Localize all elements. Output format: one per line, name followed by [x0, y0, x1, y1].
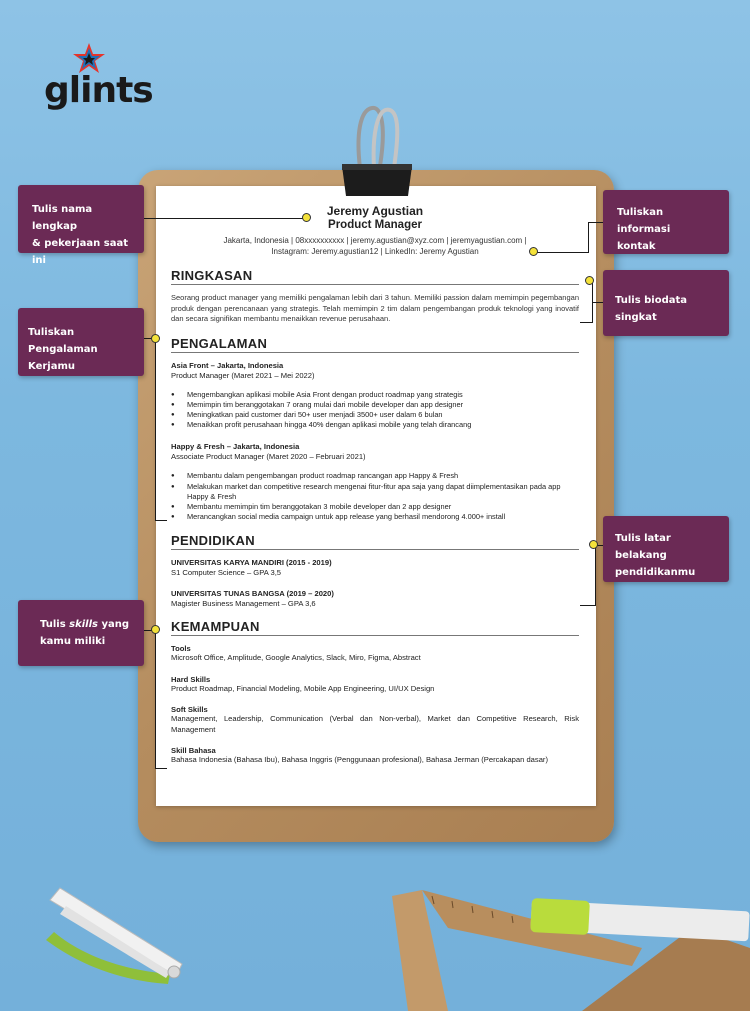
callout-contact — [603, 190, 729, 254]
list-item: ● Mengembangkan aplikasi mobile Asia Front dengan product roadmap yang strategis — [171, 390, 579, 400]
callout-summary — [603, 270, 729, 336]
summary-text: Seorang product manager yang memiliki pengalaman lebih dari 3 tahun. Memiliki passion dalam memimpin pegembangan produk dengan perencanaan yang strategis. Telah memimpin 2 tim dalam pengembangan produk teknologi yang inovatif dan secara signifikan membantu menaikkan revenue perusahaan. — [171, 293, 579, 323]
connector-dot — [302, 213, 311, 222]
logo-wordmark: glints — [44, 70, 153, 111]
resume-name: Jeremy Agustian — [326, 204, 424, 218]
connector-line — [534, 252, 589, 253]
job-role: Associate Product Manager (Maret 2020 – Februari 2021) — [171, 452, 366, 462]
skill-group-title: Skill Bahasa — [171, 746, 216, 756]
connector-dot — [151, 625, 160, 634]
list-item: ● Membantu memimpin tim beranggotakan 3 mobile developer dan 2 app designer — [171, 502, 579, 512]
list-item: ● Meningkatkan paid customer dari 50+ user menjadi 3500+ user dalam 6 bulan — [171, 410, 579, 420]
job-org: Happy & Fresh – Jakarta, Indonesia — [171, 442, 300, 452]
job-entry — [171, 361, 579, 431]
resume-job-title: Product Manager — [328, 219, 422, 231]
section-experience-heading: PENGALAMAN — [171, 336, 579, 353]
callout-line: kamu miliki — [40, 636, 106, 647]
education-detail: Magister Business Management – GPA 3,6 — [171, 599, 316, 609]
connector-dot — [151, 334, 160, 343]
connector-dot — [529, 247, 538, 256]
list-item: ● Membantu dalam pengembangan product roadmap rancangan app Happy & Fresh — [171, 471, 579, 481]
connector-line — [144, 218, 306, 219]
connector-dot — [589, 540, 598, 549]
list-item: ● Menaikkan profit perusahaan hingga 40% dengan aplikasi mobile yang telah dirancang — [171, 420, 579, 430]
callout-line: Tulis latar belakang — [615, 533, 671, 561]
callout-text: Tulis — [40, 619, 70, 630]
callout-line: Tulis nama lengkap — [32, 204, 93, 232]
callout-line: kontak — [617, 241, 656, 252]
callout-line: Tuliskan Pengalaman — [28, 327, 98, 355]
connector-line — [155, 520, 167, 521]
job-bullets — [171, 390, 579, 431]
job-entry — [171, 442, 579, 522]
connector-line — [592, 302, 603, 303]
skill-group-text: Microsoft Office, Amplitude, Google Analytics, Slack, Miro, Figma, Abstract — [171, 653, 421, 663]
education-school: UNIVERSITAS KARYA MANDIRI (2015 - 2019) — [171, 558, 332, 568]
connector-line — [580, 322, 593, 323]
glints-logo — [44, 42, 154, 112]
skill-group-title: Soft Skills — [171, 705, 208, 715]
callout-name-job — [18, 185, 144, 266]
education-school: UNIVERSITAS TUNAS BANGSA (2019 – 2020) — [171, 589, 334, 599]
section-summary-heading: RINGKASAN — [171, 268, 579, 285]
connector-line — [592, 280, 593, 322]
connector-line — [588, 222, 589, 252]
list-item: ● Memimpin tim beranggotakan 7 orang mulai dari mobile developer dan app designer — [171, 400, 579, 410]
connector-line — [155, 338, 156, 520]
callout-line: & pekerjaan saat ini — [32, 238, 128, 266]
resume-content — [171, 204, 579, 766]
callout-skills — [18, 600, 144, 666]
education-detail: S1 Computer Science – GPA 3,5 — [171, 568, 282, 578]
list-item: ● Merancangkan social media campaign untuk app release yang berhasil mendorong 4.000+ install — [171, 512, 579, 522]
binder-clip-icon — [338, 104, 416, 200]
connector-dot — [585, 276, 594, 285]
stapler-icon — [40, 880, 190, 990]
skill-group-text: Bahasa Indonesia (Bahasa Ibu), Bahasa Inggris (Penggunaan profesional), Bahasa Jerman (Percakapan dasar) — [171, 755, 548, 765]
skill-group-text: Management, Leadership, Communication (Verbal dan Non-verbal), Market dan Competitive Research, Risk Management — [171, 714, 579, 734]
callout-emphasis: skills — [69, 619, 98, 630]
list-item: ● Melakukan market dan competitive research mengenai fitur-fitur apa saja yang dapat diimplementasikan pada app Happy & Fresh — [171, 482, 579, 502]
connector-line — [588, 222, 603, 223]
job-role: Product Manager (Maret 2021 – Mei 2022) — [171, 370, 315, 380]
section-skills-heading: KEMAMPUAN — [171, 619, 579, 636]
callout-line — [40, 616, 134, 633]
section-education-heading: PENDIDIKAN — [171, 533, 579, 550]
job-bullets — [171, 471, 579, 522]
ruler-icon — [392, 888, 750, 1011]
callout-line: Kerjamu — [28, 361, 76, 372]
callout-experience — [18, 308, 144, 376]
resume-contact — [171, 235, 579, 257]
skill-group-title: Hard Skills — [171, 674, 211, 684]
contact-line-1: Jakarta, Indonesia | 08xxxxxxxxxx | jeremy.agustian@xyz.com | jeremyagustian.com | — [223, 236, 527, 245]
connector-line — [595, 545, 596, 605]
callout-line: Tuliskan informasi — [617, 207, 671, 235]
job-org: Asia Front – Jakarta, Indonesia — [171, 360, 284, 370]
skill-group-text: Product Roadmap, Financial Modeling, Mobile App Engineering, UI/UX Design — [171, 683, 435, 693]
callout-text: yang — [97, 619, 130, 630]
callout-line: Tulis biodata singkat — [615, 295, 688, 323]
contact-line-2: Instagram: Jeremy.agustian12 | LinkedIn: Jeremy Agustian — [271, 247, 479, 256]
connector-line — [155, 630, 156, 768]
callout-line: pendidikanmu — [615, 567, 696, 578]
connector-line — [155, 768, 167, 769]
skill-group-title: Tools — [171, 644, 191, 654]
connector-line — [580, 605, 596, 606]
callout-education — [603, 516, 729, 582]
